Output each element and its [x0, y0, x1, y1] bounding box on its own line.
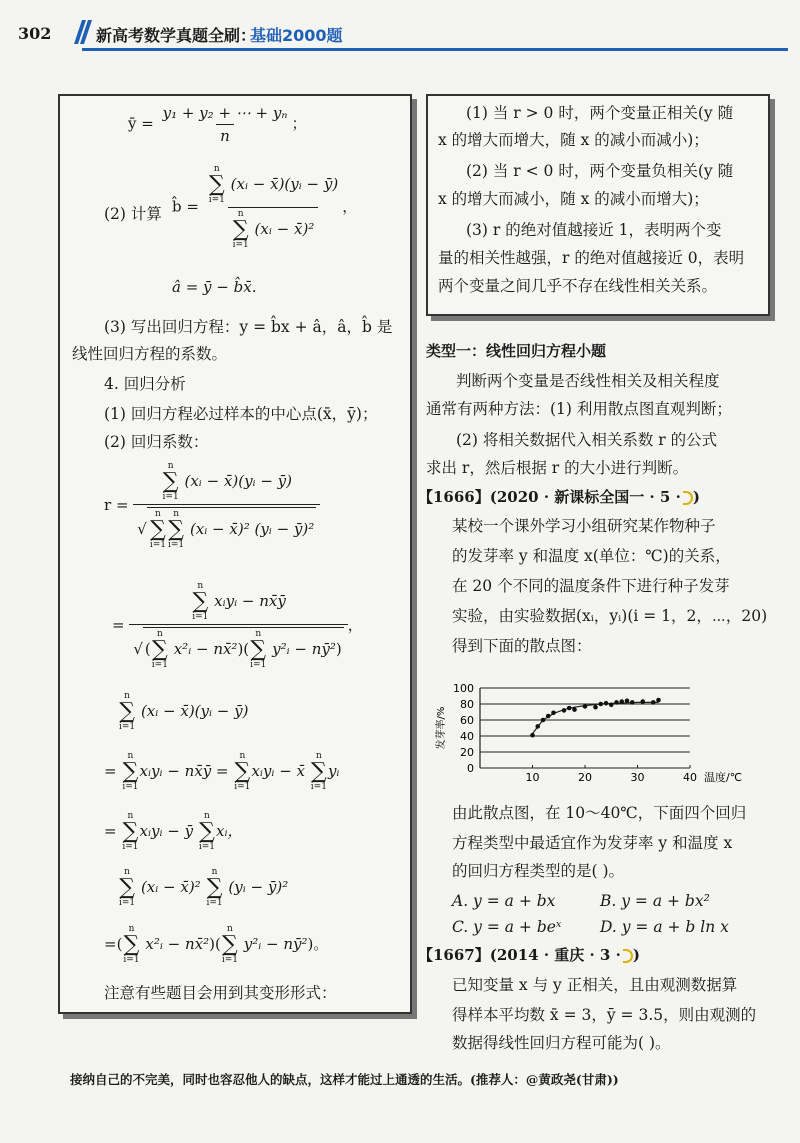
- ahat-formula: â = ȳ − b̂x̄.: [172, 278, 257, 296]
- note-line: 注意有些题目会用到其变形形式：: [104, 984, 337, 1002]
- scatter-point: [640, 699, 645, 704]
- x-tick-label: 20: [578, 771, 592, 784]
- expansion-line2: = n ∑ i=1 xᵢyᵢ − nx̄ȳ = n ∑ i=1 xᵢyᵢ − x̄ n ∑ i=1 yᵢ: [104, 751, 340, 792]
- p1666-line1: 某校一个课外学习小组研究某作物种子: [452, 517, 716, 535]
- p1667-line3: 数据得线性回归方程可能为( )。: [452, 1034, 671, 1052]
- r2-line1: (2) 当 r < 0 时，两个变量负相关(y 随: [466, 162, 734, 180]
- scatter-point: [583, 704, 588, 709]
- r2-line2: x 的增大而减小，随 x 的减小而增大)；: [438, 190, 709, 208]
- type-heading: 类型一：线性回归方程小题: [426, 342, 607, 360]
- page-number: 302: [18, 24, 52, 43]
- problem-1666-header: 【1666】(2020 · 新课标全国一 · 5 · ): [418, 488, 700, 506]
- header-slash-icon: [64, 20, 94, 44]
- header-rule: [82, 48, 788, 51]
- p1667-line1: 已知变量 x 与 y 正相关，且由观测数据算: [452, 976, 738, 994]
- book-subtitle: 基础2000题: [250, 26, 343, 45]
- option-a[interactable]: A. y = a + bx: [452, 892, 556, 910]
- p1666-line5: 得到下面的散点图：: [452, 637, 592, 655]
- x-tick-label: 40: [683, 771, 697, 784]
- section4-item1: (1) 回归方程必过样本的中心点(x̄，ȳ)；: [104, 405, 378, 423]
- scatter-point: [656, 698, 661, 703]
- expansion-line5: =( n ∑ i=1 x²ᵢ − nx̄²)( n ∑ i=1 y²ᵢ − nȳ²)。: [104, 924, 329, 965]
- scatter-point: [572, 707, 577, 712]
- problem-1667-tag: 【1667】: [418, 946, 490, 964]
- scatter-point: [598, 702, 603, 707]
- p1666-q3: 的回归方程类型的是( )。: [452, 862, 625, 880]
- scatter-point: [551, 711, 556, 716]
- y-axis-label: 发芽率/%: [436, 706, 447, 750]
- section4-item2: (2) 回归系数：: [104, 433, 209, 451]
- scatter-point: [609, 703, 614, 708]
- bhat-formula: b̂ = n ∑ i=1 (xᵢ − x̄)(yᵢ − ȳ) n ∑ i=1 (xᵢ − x̄)² ，: [172, 164, 358, 250]
- option-b[interactable]: B. y = a + bx²: [600, 892, 710, 910]
- scatter-point: [619, 699, 624, 704]
- scatter-point: [593, 705, 598, 710]
- scatter-point: [567, 706, 572, 711]
- y-tick-label: 100: [453, 682, 474, 695]
- page-header: [18, 20, 788, 60]
- scatter-point: [535, 724, 540, 729]
- scatter-point: [625, 699, 630, 704]
- problem-1667-header: 【1667】(2014 · 重庆 · 3 · ): [418, 946, 640, 964]
- y-tick-label: 80: [460, 698, 474, 711]
- scatter-point: [530, 733, 535, 738]
- judge-line1: 判断两个变量是否线性相关及相关程度: [456, 372, 720, 390]
- scatter-point: [604, 701, 609, 706]
- r-formula-alt: = n ∑ i=1 xᵢyᵢ − nx̄ȳ √ ( n ∑ i=1 x²ᵢ − nx̄²)( n ∑ i=1 y²ᵢ − nȳ²) ，: [112, 581, 363, 670]
- step3-line1: (3) 写出回归方程：y = b̂x + â，â，b̂ 是: [104, 318, 393, 336]
- r-formula: r = n ∑ i=1 (xᵢ − x̄)(yᵢ − ȳ) √ n ∑ i=1 n ∑ i=1 (xᵢ − x̄)² (yᵢ − ȳ)²: [104, 462, 320, 550]
- scatter-point: [562, 708, 567, 713]
- r1-line1: (1) 当 r > 0 时，两个变量正相关(y 随: [466, 104, 734, 122]
- expansion-line4: n ∑ i=1 (xᵢ − x̄)² n ∑ i=1 (yᵢ − ȳ)²: [119, 867, 289, 908]
- option-c[interactable]: C. y = a + beˣ: [452, 918, 562, 936]
- judge-line2: 通常有两种方法：(1) 利用散点图直观判断；: [426, 400, 732, 418]
- judge-line3: (2) 将相关数据代入相关系数 r 的公式: [456, 431, 718, 449]
- step2-label: (2) 计算: [104, 205, 162, 223]
- r3-line2: 量的相关性越强，r 的绝对值越接近 0，表明: [438, 249, 745, 267]
- p1666-q2: 方程类型中最适宜作为发芽率 y 和温度 x: [452, 834, 733, 852]
- scatter-point: [651, 700, 656, 705]
- x-axis-label: 温度/℃: [704, 771, 743, 784]
- judge-line4: 求出 r，然后根据 r 的大小进行判断。: [426, 459, 689, 477]
- y-tick-label: 60: [460, 714, 474, 727]
- expansion-line3: = n ∑ i=1 xᵢyᵢ − ȳ n ∑ i=1 xᵢ，: [104, 811, 243, 852]
- expansion-line1: n ∑ i=1 (xᵢ − x̄)(yᵢ − ȳ): [119, 691, 249, 732]
- r3-line3: 两个变量之间几乎不存在线性相关关系。: [438, 277, 718, 295]
- footer-quote: 接纳自己的不完美，同时也容忍他人的缺点，这样才能过上通透的生活。(推荐人：@黄政尧(甘肃)): [70, 1072, 619, 1087]
- ybar-formula: ȳ = $\frac{\text{y₁ + y₂ + ⋯ + yₙ}}{n}$ ；: [128, 104, 307, 145]
- x-tick-label: 10: [525, 771, 540, 784]
- p1666-line2: 的发芽率 y 和温度 x(单位：℃)的关系，: [452, 547, 731, 565]
- p1666-line3: 在 20 个不同的温度条件下进行种子发芽: [452, 577, 730, 595]
- p1666-q1: 由此散点图，在 10～40℃，下面四个回归: [452, 804, 747, 822]
- problem-1666-tag: 【1666】: [418, 488, 490, 506]
- y-tick-label: 40: [460, 730, 474, 743]
- p1666-line4: 实验，由实验数据(xᵢ，yᵢ)(i = 1，2，⋯，20): [452, 607, 768, 625]
- scatter-point: [541, 718, 546, 723]
- option-d[interactable]: D. y = a + b ln x: [600, 918, 729, 936]
- r1-line2: x 的增大而增大，随 x 的减小而减小)；: [438, 131, 709, 149]
- scatter-point: [614, 700, 619, 705]
- book-title: 新高考数学真题全刷：: [96, 26, 257, 45]
- y-tick-label: 20: [460, 746, 474, 759]
- p1667-line2: 得样本平均数 x̄ = 3，ȳ = 3.5，则由观测的: [452, 1006, 757, 1024]
- difficulty-half-icon: [623, 949, 633, 963]
- step3-line2: 线性回归方程的系数。: [72, 345, 228, 363]
- r3-line1: (3) r 的绝对值越接近 1，表明两个变: [466, 221, 722, 239]
- difficulty-half-icon: [683, 491, 693, 505]
- y-tick-label: 0: [467, 762, 474, 775]
- x-tick-label: 30: [630, 771, 645, 784]
- scatter-point: [546, 714, 551, 719]
- scatter-point: [630, 700, 635, 705]
- section4-heading: 4. 回归分析: [104, 375, 186, 393]
- germination-scatter-chart: [430, 678, 760, 790]
